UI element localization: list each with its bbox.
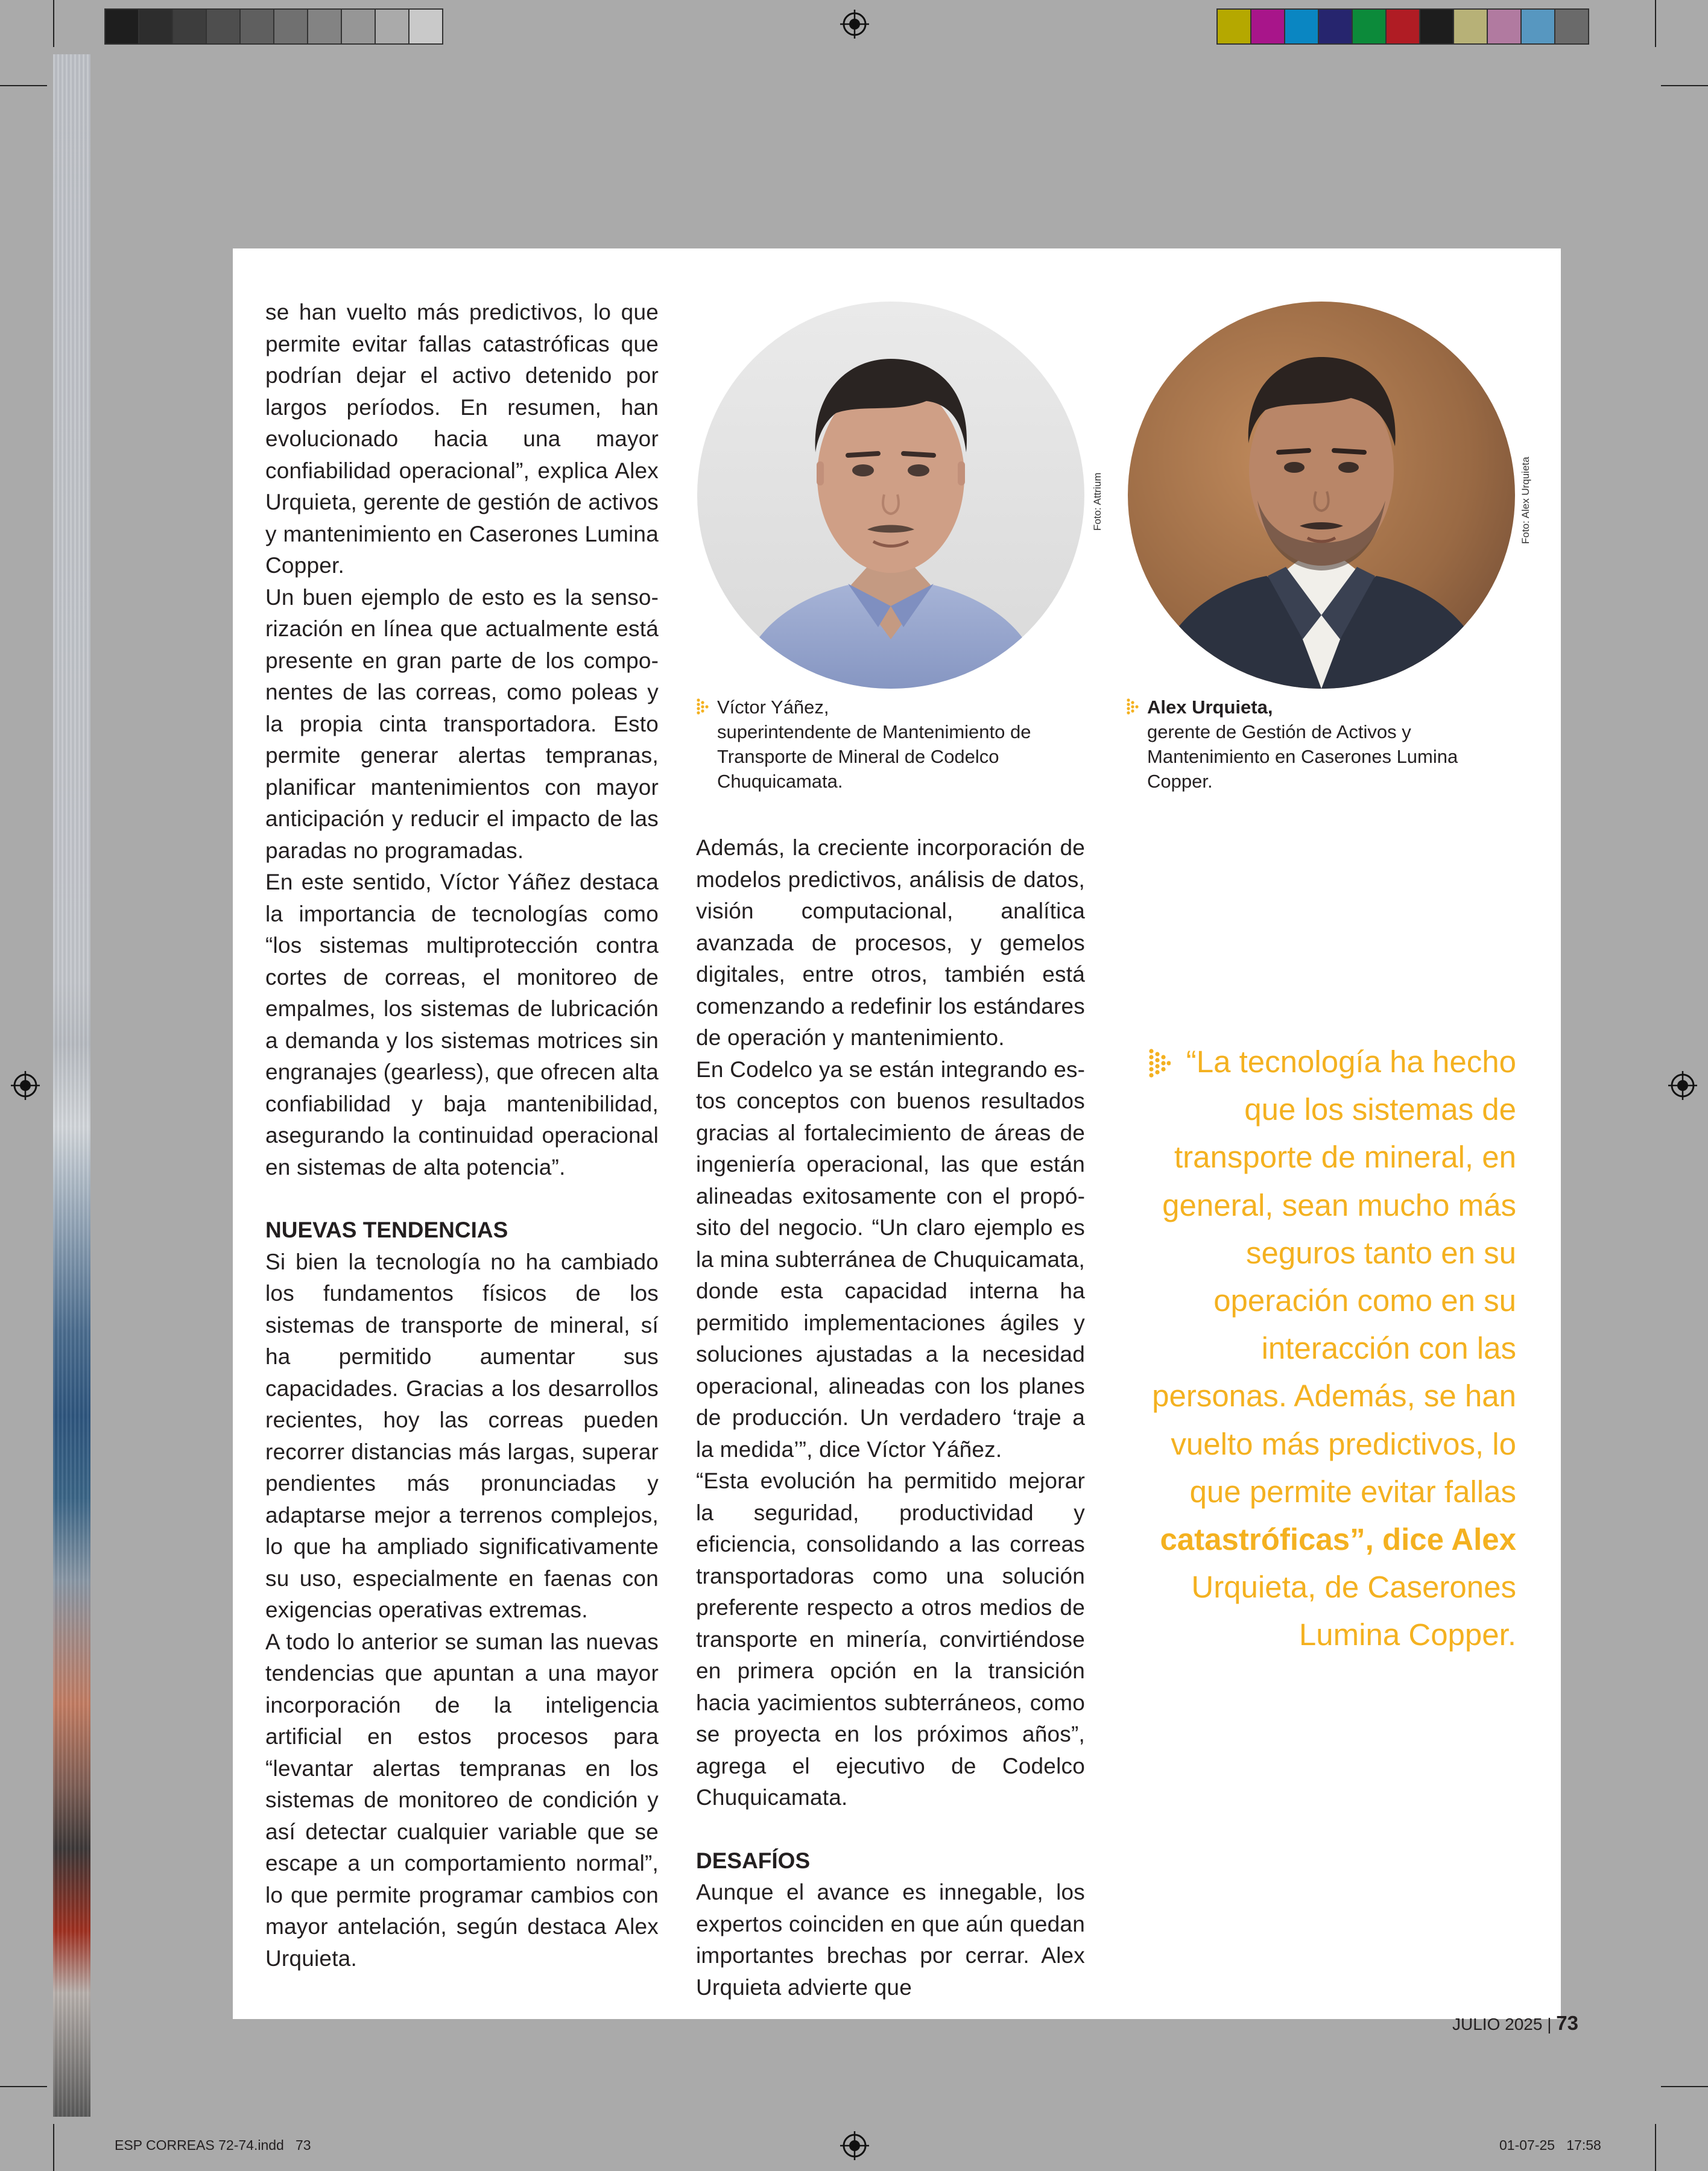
column-2-paragraphs bbox=[696, 832, 1085, 1814]
color-swatch bbox=[1216, 8, 1251, 45]
color-swatch bbox=[1554, 8, 1589, 45]
crop-mark bbox=[0, 2086, 47, 2087]
color-swatch-strip bbox=[1216, 8, 1588, 45]
photo-credit-1: Foto: Attrium bbox=[1092, 472, 1103, 531]
paragraph: Aunque el avance es innegable, los expertos coinciden en que aún quedan importantes brechas por cerrar. Alex Urquieta advierte que bbox=[696, 1880, 1085, 2000]
paragraph: En Codelco ya se están integrando estos conceptos con buenos resultados gracias al fortalecimiento de áreas de ingeniería operacional, las que están alineadas exitosamente con el propósito del negocio. “Un claro ejemplo es la mina subterránea de Chuquicamata, donde esta capacidad interna ha permitido implementaciones ágiles y soluciones ajustadas a la necesidad operacional, alineadas con los planes de producción. Un verdadero ‘traje a la medida’”, dice Víctor Yáñez. bbox=[696, 1057, 1085, 1462]
column-1-paragraphs bbox=[265, 297, 659, 1183]
color-swatch bbox=[273, 8, 308, 45]
registration-mark-icon bbox=[1668, 1071, 1697, 1100]
paragraph: “Esta evolución ha permitido mejorar la seguridad, productividad y eficiencia, consolidando a las correas transportadoras como una solución preferente respecto a otros medios de transporte en minería, convirtiéndose en primera opción en la transición hacia yacimientos subterráneos, como se proyecta en los próximos años”, agrega el ejecutivo de Codelco Chuquicamata. bbox=[696, 1468, 1085, 1810]
color-swatch bbox=[104, 8, 139, 45]
crop-mark bbox=[1655, 2124, 1656, 2171]
column-2-paragraphs-after bbox=[696, 1877, 1085, 2003]
color-swatch bbox=[1352, 8, 1387, 45]
color-swatch bbox=[341, 8, 376, 45]
gray-swatch-strip bbox=[104, 8, 442, 45]
caption-role: superintendente de Mantenimiento de Transporte de Mineral de Codelco Chuquicamata. bbox=[717, 721, 1031, 792]
caption-role: gerente de Gestión de Activos y Mantenimiento en Caserones Lumina Copper. bbox=[1147, 721, 1458, 792]
color-swatch bbox=[138, 8, 173, 45]
color-swatch bbox=[1284, 8, 1319, 45]
paragraph: Además, la creciente incorporación de modelos predictivos, análisis de datos, visión computacional, analítica avanzada de procesos, y gemelos digitales, entre otros, también está comenzando a redefinir los estándares de operación y mantenimiento. bbox=[696, 835, 1085, 1050]
photo-credit-2: Foto: Alex Urquieta bbox=[1520, 457, 1531, 544]
color-swatch bbox=[1453, 8, 1488, 45]
page-folio bbox=[1452, 2012, 1578, 2035]
paragraph: A todo lo anterior se suman las nuevas tendencias que apuntan a una mayor incorporación de la inteligencia artificial en estos procesos para “levantar alertas tempranas en los sistemas de monitoreo de condición y así detectar cualquier variable que se escape a un comportamiento normal”, lo que permite programar cambios con mayor antelación, según destaca Alex Urquieta. bbox=[265, 1629, 659, 1971]
color-swatch bbox=[1250, 8, 1285, 45]
paragraph: Si bien la tecnología no ha cambiado los fundamentos físicos de los sistemas de transporte de mineral, sí ha permitido aumentar sus capacidades. Gracias a los desarrollos recientes, hoy las correas pueden recorrer distancias más largas, superar pendientes más pronunciadas y adaptarse mejor a terrenos complejos, lo que ha ampliado significativamente su uso, especialmente en faenas con exigencias operativas extremas. bbox=[265, 1249, 659, 1622]
pull-quote-bold: catastróficas”, dice Alex bbox=[1160, 1522, 1516, 1557]
folio-month: JULIO 2025 bbox=[1452, 2015, 1543, 2034]
color-swatch bbox=[206, 8, 241, 45]
registration-mark-icon bbox=[840, 2131, 869, 2160]
portrait-alex-urquieta bbox=[1128, 302, 1515, 689]
crop-mark bbox=[1661, 2086, 1708, 2087]
article-column-2 bbox=[696, 832, 1085, 2003]
crop-mark bbox=[53, 2124, 54, 2171]
caption-name: Alex Urquieta, bbox=[1147, 697, 1273, 718]
pull-quote-end: Urquieta, de Caserones Lumina Copper. bbox=[1191, 1570, 1516, 1652]
pull-quote bbox=[1141, 1038, 1516, 1659]
registration-mark-icon bbox=[840, 10, 869, 39]
color-swatch bbox=[172, 8, 207, 45]
column-1-paragraphs-after bbox=[265, 1247, 659, 1975]
section-heading-desafios: DESAFÍOS bbox=[696, 1848, 811, 1873]
caption-victor-yanez bbox=[717, 695, 1079, 794]
color-swatch bbox=[408, 8, 443, 45]
color-swatch bbox=[375, 8, 410, 45]
color-swatch bbox=[307, 8, 342, 45]
portrait-victor-yanez bbox=[697, 302, 1084, 689]
caption-bullet-icon bbox=[697, 698, 711, 716]
caption-alex-urquieta bbox=[1147, 695, 1509, 794]
slug-file-name: ESP CORREAS 72-74.indd 73 bbox=[115, 2137, 311, 2153]
color-swatch bbox=[1385, 8, 1420, 45]
crop-mark bbox=[0, 85, 47, 86]
color-swatch bbox=[239, 8, 274, 45]
crop-mark bbox=[53, 0, 54, 47]
crop-mark bbox=[1655, 0, 1656, 47]
color-swatch bbox=[1487, 8, 1522, 45]
color-swatch bbox=[1520, 8, 1555, 45]
slug-date: 01-07-25 17:58 bbox=[1499, 2137, 1601, 2153]
folio-separator: | bbox=[1547, 2015, 1552, 2034]
caption-name: Víctor Yáñez, bbox=[717, 697, 829, 718]
pull-quote-text: “La tecnología ha hecho que los sistemas de transporte de mineral, en general, sean mucho más seguros tanto en su operación como en su interacción con las personas. Además, se han vuelto más predictivos, lo que permite evitar fallas bbox=[1152, 1044, 1516, 1509]
paragraph: En este sentido, Víctor Yáñez destaca la importancia de tecnologías como “los sistemas multiprotección contra cortes de correas, el monitoreo de empalmes, los sistemas de lubricación a demanda y los sistemas motrices sin engranajes (gearless), que ofrecen alta confiabilidad y baja mantenibilidad, asegurando la continuidad operacional en sistemas de alta potencia”. bbox=[265, 870, 659, 1180]
registration-mark-icon bbox=[11, 1071, 40, 1100]
adjacent-page-bleed bbox=[53, 54, 90, 2117]
page-number: 73 bbox=[1556, 2012, 1578, 2034]
crop-mark bbox=[1661, 85, 1708, 86]
article-column-1 bbox=[265, 297, 659, 1974]
color-swatch bbox=[1318, 8, 1353, 45]
paragraph: se han vuelto más predictivos, lo que permite evitar fallas catastróficas que podrían dejar el activo detenido por largos períodos. En resumen, han evolucionado hacia una mayor confiabilidad operacional”, explica Alex Urquieta, gerente de gestión de activos y mantenimiento en Caserones Lumina Copper. bbox=[265, 300, 659, 578]
paragraph: Un buen ejemplo de esto es la sensorización en línea que actualmente está presente en gran parte de los componentes de las correas, como poleas y la propia cinta transportadora. Esto permite generar alertas tempranas, planificar mantenimientos con mayor anticipación y reducir el impacto de las paradas no programadas. bbox=[265, 584, 659, 863]
magazine-page bbox=[233, 248, 1561, 2019]
caption-bullet-icon bbox=[1127, 698, 1141, 716]
section-heading-nuevas-tendencias: NUEVAS TENDENCIAS bbox=[265, 1218, 508, 1242]
color-swatch bbox=[1419, 8, 1454, 45]
